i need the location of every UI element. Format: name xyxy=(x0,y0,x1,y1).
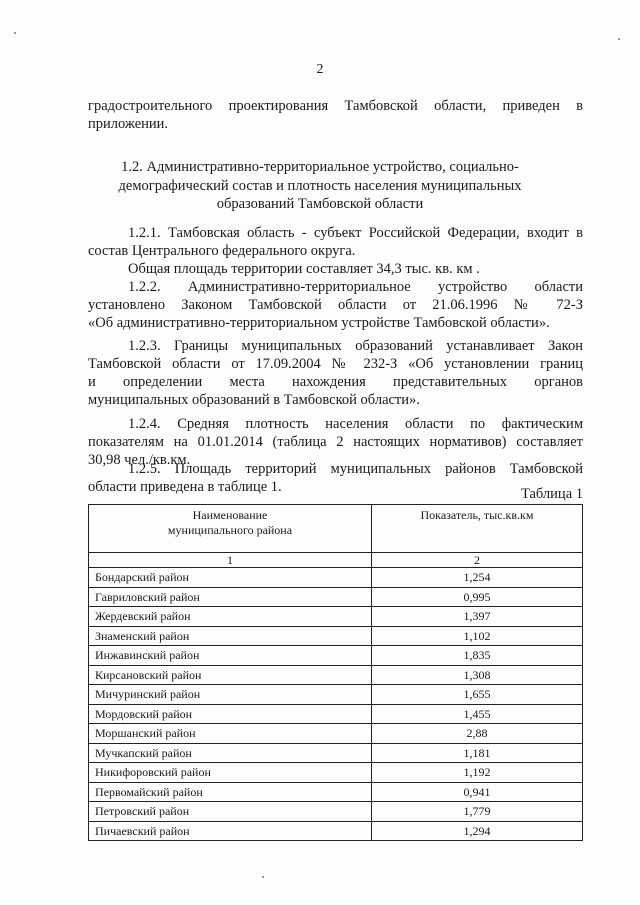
table-row xyxy=(89,743,583,763)
district-name: Мичуринский район xyxy=(89,685,372,705)
paragraph-line: 30,98 чел./кв.км. xyxy=(88,452,191,468)
table-row xyxy=(89,665,583,685)
district-area: 1,779 xyxy=(372,802,583,822)
table-row xyxy=(89,607,583,627)
table-row xyxy=(89,763,583,783)
table-caption: Таблица 1 xyxy=(520,486,583,502)
paragraph-line: Тамбовской области от 17.09.2004 № 232-З «Об установлении границ xyxy=(88,356,583,372)
paragraph-line: 1.2.1. Тамбовская область - субъект Российской Федерации, входит в xyxy=(128,225,583,241)
paragraph-line: и определении места нахождения представительных органов xyxy=(88,374,583,390)
paragraph-line: «Об административно-территориальном устройстве Тамбовской области». xyxy=(88,315,550,331)
header-district-name xyxy=(89,505,372,553)
header-indicator: Показатель, тыс.кв.км xyxy=(372,505,583,553)
table-row xyxy=(89,568,583,588)
district-area: 1,102 xyxy=(372,626,583,646)
district-area: 0,995 xyxy=(372,587,583,607)
district-area: 1,192 xyxy=(372,763,583,783)
district-area: 1,455 xyxy=(372,704,583,724)
district-name: Кирсановский район xyxy=(89,665,372,685)
paragraph-line: области приведена в таблице 1. xyxy=(88,479,282,495)
district-name: Петровский район xyxy=(89,802,372,822)
district-area: 0,941 xyxy=(372,782,583,802)
district-area: 1,308 xyxy=(372,665,583,685)
table-row xyxy=(89,626,583,646)
paragraph-line: 1.2.2. Административно-территориальное устройство области xyxy=(128,279,583,295)
paragraph-line: установлено Законом Тамбовской области от 21.06.1996 № 72-З xyxy=(88,297,583,313)
section-title: 1.2. Административно-территориальное устройство, социально- xyxy=(121,159,519,175)
table-row xyxy=(89,685,583,705)
column-number: 2 xyxy=(372,553,583,568)
column-number: 1 xyxy=(89,553,372,568)
table-header xyxy=(88,504,583,553)
district-area: 1,294 xyxy=(372,821,583,841)
district-area: 1,655 xyxy=(372,685,583,705)
table-row xyxy=(89,821,583,841)
paragraph-line: показателям на 01.01.2014 (таблица 2 настоящих нормативов) составляет xyxy=(88,434,583,450)
district-area-table xyxy=(88,552,583,841)
district-name: Мучкапский район xyxy=(89,743,372,763)
district-name: Жердевский район xyxy=(89,607,372,627)
scan-speck xyxy=(14,32,16,34)
column-number-row xyxy=(89,553,583,568)
header-district-line2: муниципального района xyxy=(167,523,293,537)
intro-line: градостроительного проектирования Тамбовской области, приведен в xyxy=(88,98,583,114)
table-row xyxy=(89,587,583,607)
table-row xyxy=(89,802,583,822)
district-name: Мордовский район xyxy=(89,704,372,724)
district-area: 1,835 xyxy=(372,646,583,666)
table-row xyxy=(89,704,583,724)
district-name: Гавриловский район xyxy=(89,587,372,607)
section-title: демографический состав и плотность населения муниципальных xyxy=(118,178,522,194)
paragraph-line: состав Центрального федерального округа. xyxy=(88,243,356,259)
scan-speck xyxy=(618,38,620,40)
district-name: Бондарский район xyxy=(89,568,372,588)
header-district-line1: Наименование xyxy=(192,508,268,522)
scan-speck xyxy=(262,876,264,878)
table-row xyxy=(89,724,583,744)
district-area: 1,397 xyxy=(372,607,583,627)
district-area: 1,254 xyxy=(372,568,583,588)
paragraph-line: 1.2.3. Границы муниципальных образований устанавливает Закон xyxy=(128,338,583,354)
district-name: Никифоровский район xyxy=(89,763,372,783)
section-title: образований Тамбовской области xyxy=(216,196,424,212)
district-name: Пичаевский район xyxy=(89,821,372,841)
intro-line: приложении. xyxy=(88,116,169,132)
district-name: Знаменский район xyxy=(89,626,372,646)
page-number: 2 xyxy=(316,62,324,77)
district-name: Инжавинский район xyxy=(89,646,372,666)
paragraph-line: Общая площадь территории составляет 34,3 тыс. кв. км . xyxy=(128,261,480,277)
paragraph-line: 1.2.5. Площадь территорий муниципальных районов Тамбовской xyxy=(128,461,583,477)
table-row xyxy=(89,646,583,666)
district-area: 2,88 xyxy=(372,724,583,744)
district-area: 1,181 xyxy=(372,743,583,763)
paragraph-line: муниципальных образований в Тамбовской области». xyxy=(88,392,420,408)
district-name: Первомайский район xyxy=(89,782,372,802)
table-row xyxy=(89,782,583,802)
district-name: Моршанский район xyxy=(89,724,372,744)
paragraph-line: 1.2.4. Средняя плотность населения области по фактическим xyxy=(128,416,583,432)
